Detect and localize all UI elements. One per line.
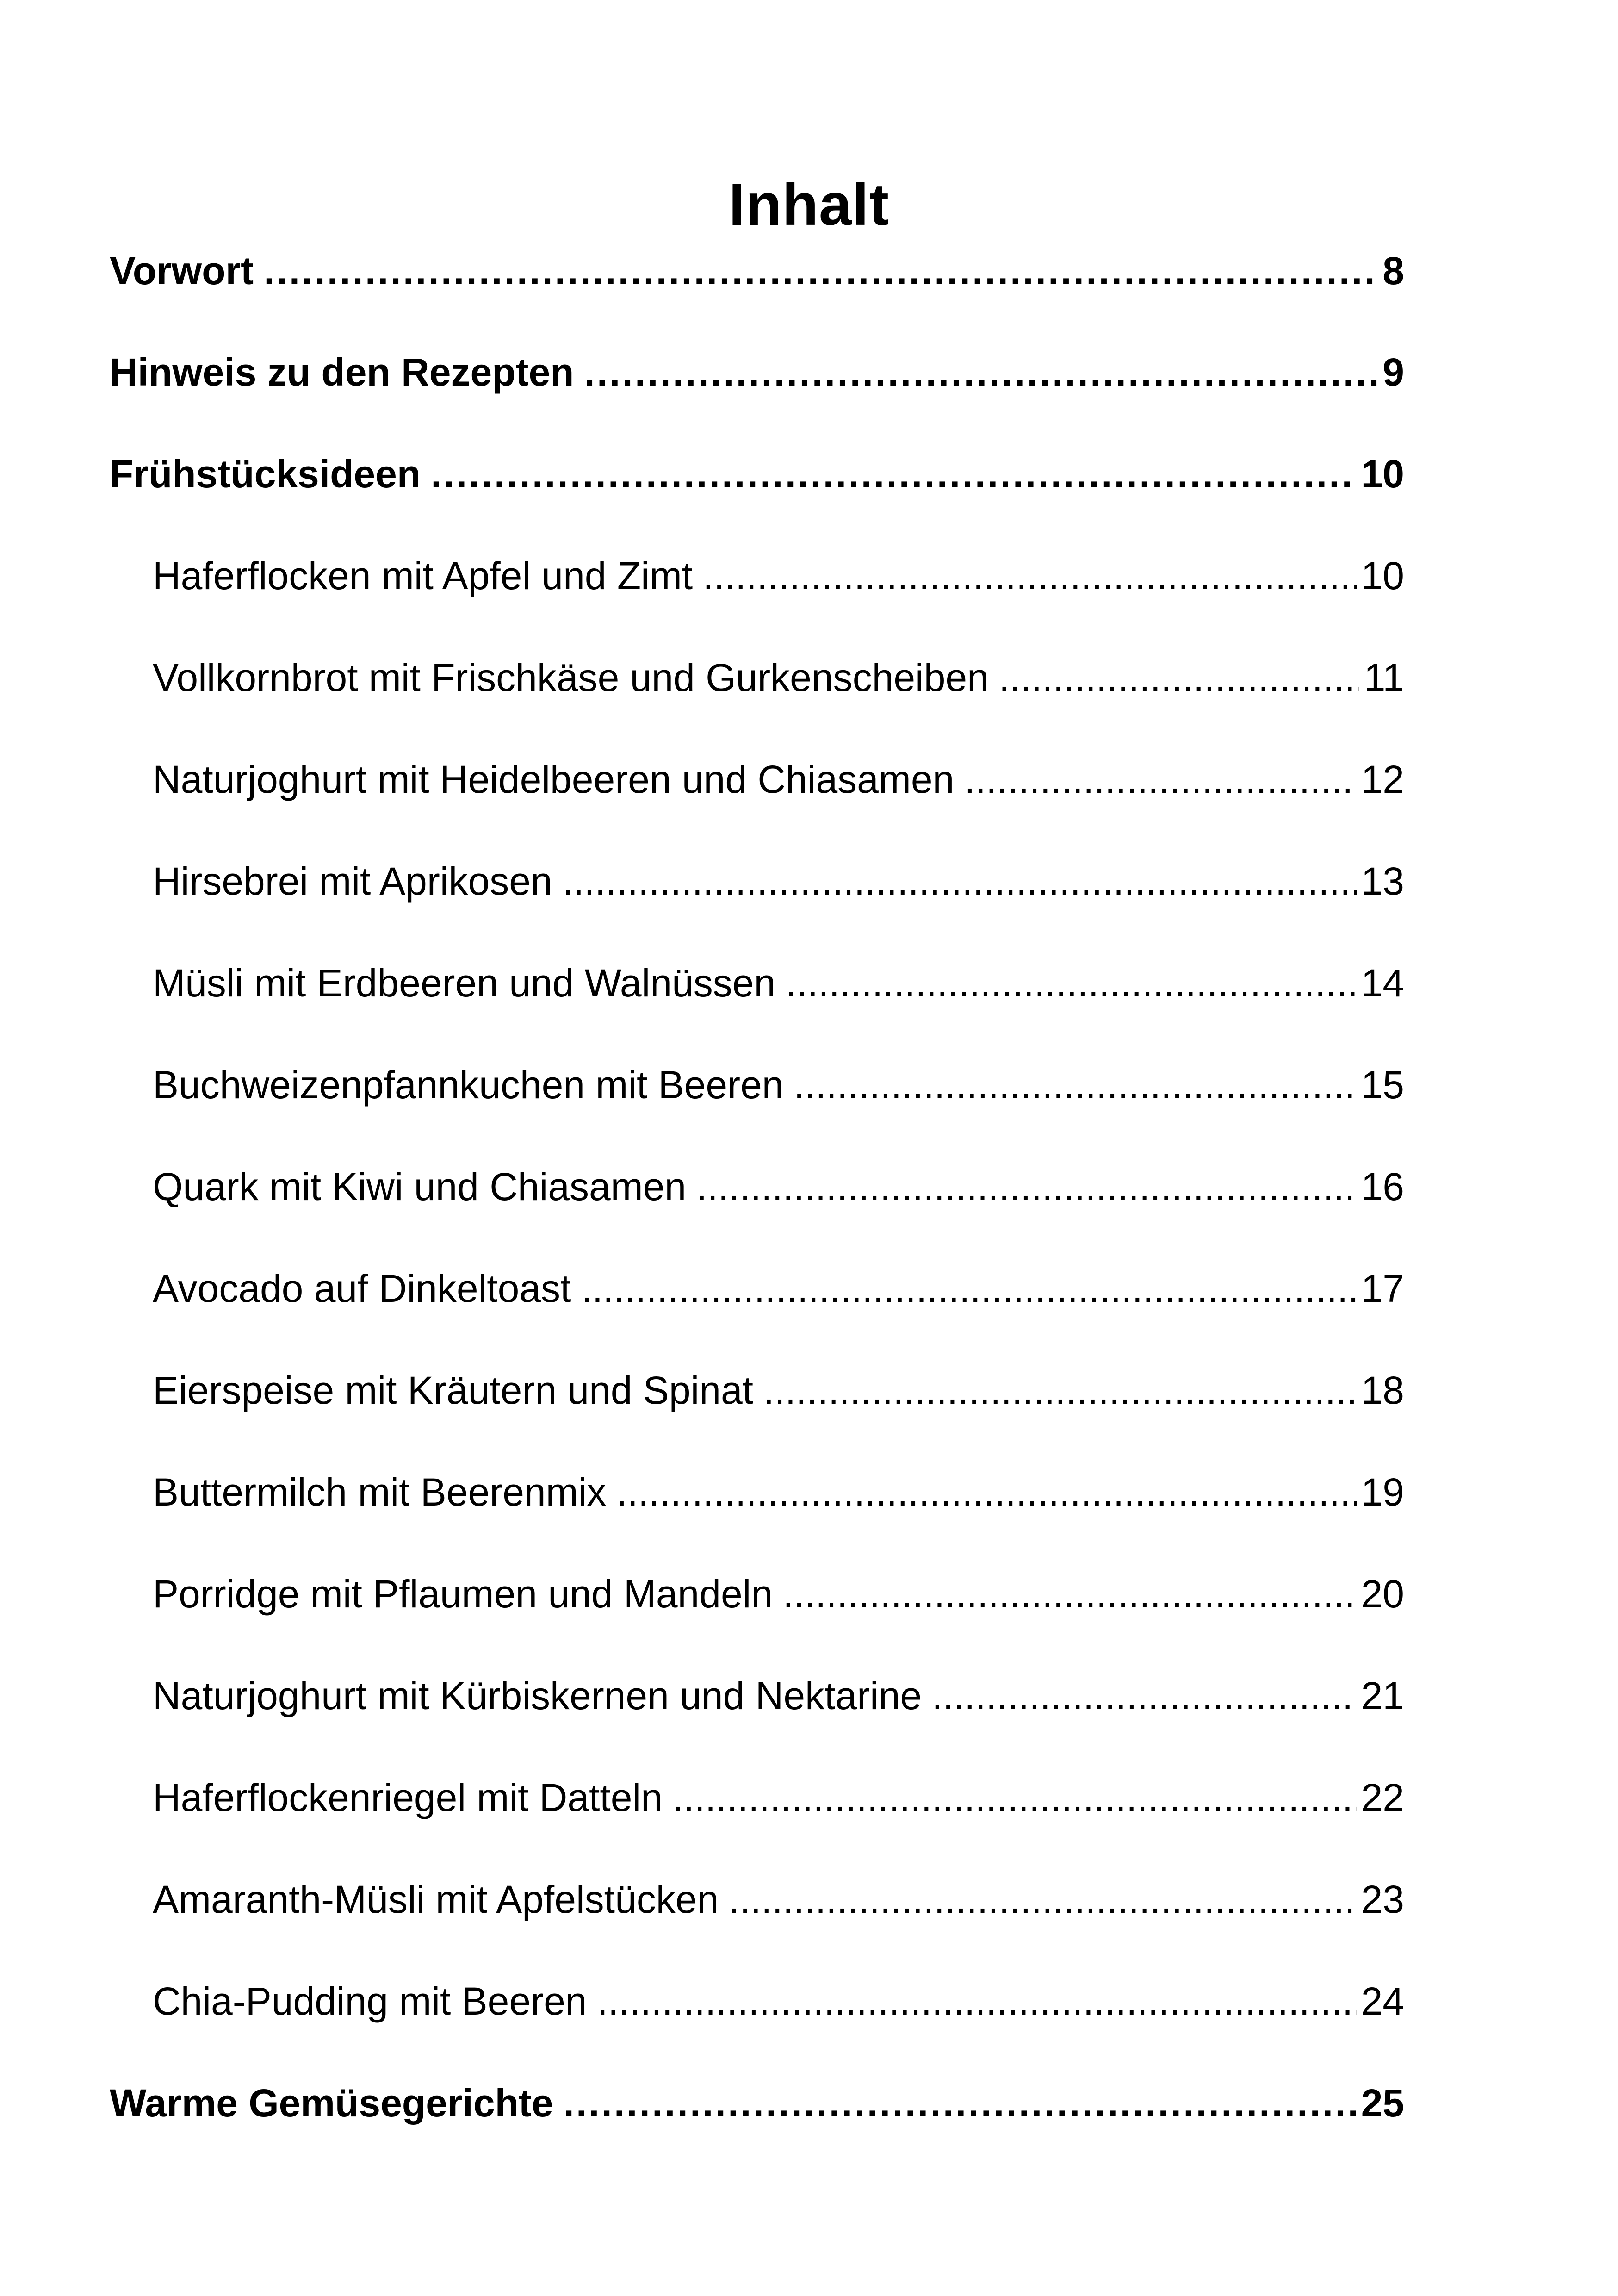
toc-entry-warme-gemuesegerichte[interactable] — [110, 2078, 1404, 2128]
toc-page-number: 9 — [1382, 350, 1404, 394]
toc-leader-dots — [763, 1365, 1357, 1416]
toc-leader-dots — [703, 550, 1356, 601]
toc-entry-vollkornbrot[interactable] — [153, 652, 1404, 703]
toc-page-number: 10 — [1361, 554, 1404, 597]
toc-entry-buchweizenpfannkuchen[interactable] — [153, 1059, 1404, 1110]
toc-entry-label: Buttermilch mit Beerenmix — [153, 1470, 607, 1514]
toc-entry-label: Hinweis zu den Rezepten — [110, 350, 574, 394]
toc-leader-dots — [729, 1874, 1356, 1925]
toc-leader-dots — [673, 1772, 1357, 1823]
toc-entry-hirsebrei[interactable] — [153, 856, 1404, 907]
toc-page-number: 19 — [1361, 1470, 1404, 1514]
toc-page-number: 24 — [1361, 1979, 1404, 2023]
toc-entry-label: Naturjoghurt mit Kürbiskernen und Nektarine — [153, 1674, 922, 1717]
toc-entry-hinweis[interactable] — [110, 347, 1404, 398]
toc-page-number: 13 — [1361, 859, 1404, 903]
page-title: Inhalt — [728, 172, 890, 238]
toc-page-number: 11 — [1364, 656, 1404, 699]
toc-page-number: 25 — [1361, 2081, 1404, 2125]
toc-leader-dots — [999, 652, 1359, 703]
toc-leader-dots — [794, 1059, 1357, 1110]
toc-entry-label: Eierspeise mit Kräutern und Spinat — [153, 1369, 754, 1412]
toc-entry-label: Buchweizenpfannkuchen mit Beeren — [153, 1063, 784, 1107]
toc-entry-fruehstuecksideen[interactable] — [110, 448, 1404, 499]
toc-page-number: 16 — [1361, 1165, 1404, 1208]
toc-entry-quark-kiwi[interactable] — [153, 1161, 1404, 1212]
toc-leader-dots — [597, 1976, 1357, 2027]
toc-page-number: 20 — [1361, 1572, 1404, 1616]
toc-leader-dots — [581, 1263, 1356, 1314]
toc-entry-label: Quark mit Kiwi und Chiasamen — [153, 1165, 687, 1208]
toc-leader-dots — [563, 856, 1357, 907]
toc-entry-label: Müsli mit Erdbeeren und Walnüssen — [153, 961, 776, 1005]
toc-entry-chia-pudding[interactable] — [153, 1976, 1404, 2027]
toc-entry-muesli-erdbeeren[interactable] — [153, 958, 1404, 1008]
toc-entry-naturjoghurt-heidelbeeren[interactable] — [153, 754, 1404, 805]
toc-entry-label: Haferflockenriegel mit Datteln — [153, 1776, 663, 1819]
toc-page-number: 10 — [1361, 452, 1404, 496]
toc-leader-dots — [584, 347, 1378, 398]
toc-page-number: 15 — [1361, 1063, 1404, 1107]
toc-entry-label: Amaranth-Müsli mit Apfelstücken — [153, 1878, 719, 1921]
toc-entry-label: Vorwort — [110, 249, 254, 292]
toc-leader-dots — [783, 1568, 1357, 1619]
toc-entry-label: Avocado auf Dinkeltoast — [153, 1267, 571, 1310]
toc-entry-avocado[interactable] — [153, 1263, 1404, 1314]
toc-page-number: 22 — [1361, 1776, 1404, 1819]
toc-leader-dots — [964, 754, 1356, 805]
toc-entry-vorwort[interactable] — [110, 245, 1404, 296]
toc-page-number: 21 — [1361, 1674, 1404, 1717]
toc-page-number: 23 — [1361, 1878, 1404, 1921]
toc-entry-haferflocken[interactable] — [153, 550, 1404, 601]
toc-entry-buttermilch[interactable] — [153, 1467, 1404, 1518]
toc-page-number: 14 — [1361, 961, 1404, 1005]
toc-entry-naturjoghurt-kuerbiskerne[interactable] — [153, 1670, 1404, 1721]
toc-leader-dots — [431, 448, 1356, 499]
toc-entry-label: Chia-Pudding mit Beeren — [153, 1979, 587, 2023]
toc-entry-label: Frühstücksideen — [110, 452, 421, 496]
toc-leader-dots — [616, 1467, 1356, 1518]
toc-leader-dots — [264, 245, 1378, 296]
toc-leader-dots — [786, 958, 1356, 1008]
toc-entry-amaranth-muesli[interactable] — [153, 1874, 1404, 1925]
toc-entry-label: Warme Gemüsegerichte — [110, 2081, 553, 2125]
toc-entry-label: Haferflocken mit Apfel und Zimt — [153, 554, 693, 597]
toc-page-number: 12 — [1361, 758, 1404, 801]
toc-entry-label: Naturjoghurt mit Heidelbeeren und Chiasamen — [153, 758, 955, 801]
toc-entry-label: Vollkornbrot mit Frischkäse und Gurkenscheiben — [153, 656, 989, 699]
toc-entry-eierspeise[interactable] — [153, 1365, 1404, 1416]
toc-entry-haferflockenriegel[interactable] — [153, 1772, 1404, 1823]
toc-leader-dots — [564, 2078, 1357, 2128]
toc-leader-dots — [696, 1161, 1356, 1212]
toc-page-number: 18 — [1361, 1369, 1404, 1412]
toc-page-number: 8 — [1382, 249, 1404, 292]
toc-entry-porridge[interactable] — [153, 1568, 1404, 1619]
toc-page-number: 17 — [1361, 1267, 1404, 1310]
toc-entry-label: Porridge mit Pflaumen und Mandeln — [153, 1572, 773, 1616]
toc-leader-dots — [932, 1670, 1356, 1721]
toc-entry-label: Hirsebrei mit Aprikosen — [153, 859, 552, 903]
